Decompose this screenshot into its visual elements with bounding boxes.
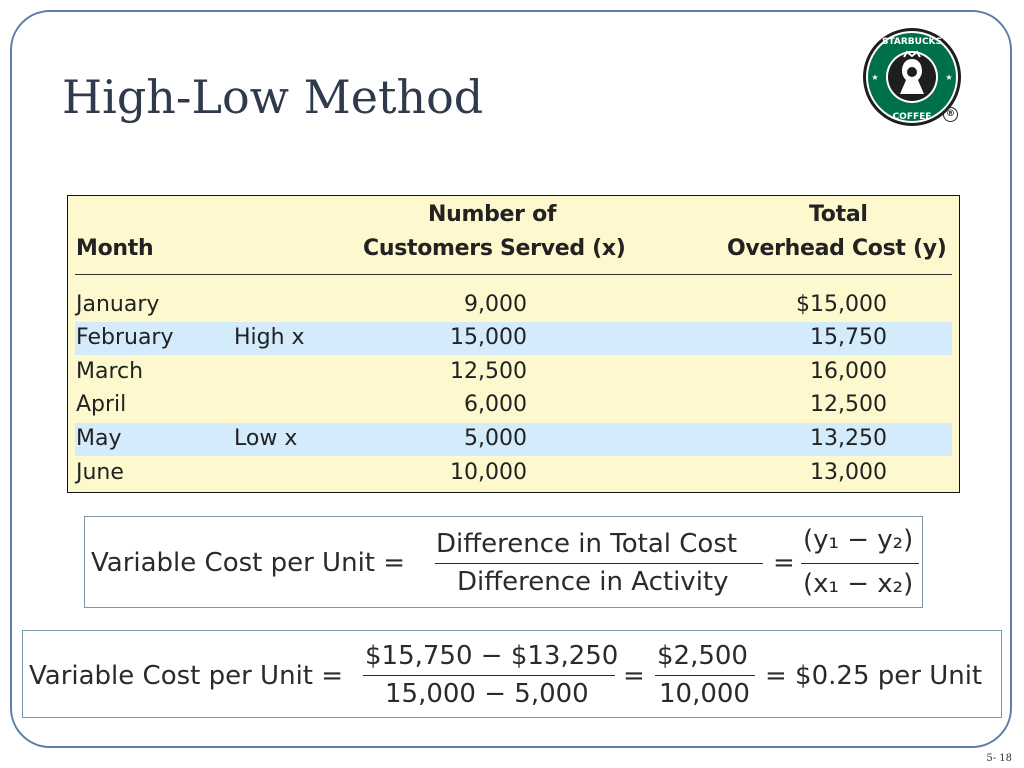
formula-general-lhs: Variable Cost per Unit = bbox=[91, 548, 406, 578]
data-table bbox=[67, 195, 960, 493]
cell-month: June bbox=[76, 460, 124, 485]
cell-cost: 12,500 bbox=[810, 392, 887, 417]
svg-text:★: ★ bbox=[945, 73, 953, 82]
cell-month: January bbox=[76, 292, 160, 317]
cell-customers: 12,500 bbox=[450, 359, 527, 384]
logo-bottom-text: COFFEE bbox=[892, 112, 932, 122]
cell-customers: 6,000 bbox=[464, 392, 527, 417]
page-number: 5- 18 bbox=[986, 753, 1012, 764]
formula-general-numerator2: (y₁ − y₂) bbox=[803, 525, 914, 555]
formula-general-numerator: Difference in Total Cost bbox=[436, 529, 738, 559]
formula-general bbox=[84, 516, 923, 608]
formula-applied-denominator2: 10,000 bbox=[659, 679, 750, 709]
table-row bbox=[75, 423, 952, 456]
cell-month: April bbox=[76, 392, 127, 417]
header-customers-line1: Number of bbox=[428, 202, 557, 227]
cell-cost: 16,000 bbox=[810, 359, 887, 384]
header-customers-line2: Customers Served (x) bbox=[363, 236, 626, 261]
table-row bbox=[75, 289, 952, 322]
cell-customers: 15,000 bbox=[450, 325, 527, 350]
logo-top-text: STARBUCKS bbox=[881, 37, 943, 47]
fraction-line bbox=[655, 675, 755, 676]
fraction-line bbox=[363, 675, 615, 676]
cell-cost: 13,000 bbox=[810, 460, 887, 485]
formula-applied-denominator: 15,000 − 5,000 bbox=[385, 679, 589, 709]
formula-general-equals: = bbox=[773, 548, 795, 578]
cell-tag: Low x bbox=[234, 426, 298, 451]
cell-month: February bbox=[76, 325, 174, 350]
formula-applied-result: = $0.25 per Unit bbox=[765, 661, 983, 691]
header-month: Month bbox=[76, 236, 154, 261]
header-cost-line2: Overhead Cost (y) bbox=[727, 236, 947, 261]
cell-customers: 9,000 bbox=[464, 292, 527, 317]
table-row bbox=[75, 457, 952, 490]
cell-customers: 5,000 bbox=[464, 426, 527, 451]
formula-applied-numerator: $15,750 − $13,250 bbox=[365, 641, 619, 671]
registered-mark: ® bbox=[943, 107, 958, 122]
formula-general-denominator2: (x₁ − x₂) bbox=[803, 569, 914, 599]
cell-cost: $15,000 bbox=[796, 292, 887, 317]
formula-applied-equals: = bbox=[623, 661, 645, 691]
formula-general-denominator: Difference in Activity bbox=[457, 567, 729, 597]
formula-applied bbox=[22, 630, 1002, 718]
table-row bbox=[75, 389, 952, 422]
cell-month: March bbox=[76, 359, 144, 384]
table-row bbox=[75, 322, 952, 355]
header-cost-line1: Total bbox=[809, 202, 868, 227]
formula-applied-numerator2: $2,500 bbox=[657, 641, 748, 671]
cell-cost: 15,750 bbox=[810, 325, 887, 350]
svg-text:★: ★ bbox=[871, 73, 879, 82]
cell-tag: High x bbox=[234, 325, 305, 350]
cell-month: May bbox=[76, 426, 122, 451]
formula-applied-lhs: Variable Cost per Unit = bbox=[29, 661, 344, 691]
table-row bbox=[75, 356, 952, 389]
fraction-line bbox=[801, 563, 919, 564]
slide-title: High-Low Method bbox=[62, 70, 484, 124]
header-rule bbox=[75, 274, 952, 275]
cell-cost: 13,250 bbox=[810, 426, 887, 451]
fraction-line bbox=[435, 563, 763, 564]
cell-customers: 10,000 bbox=[450, 460, 527, 485]
